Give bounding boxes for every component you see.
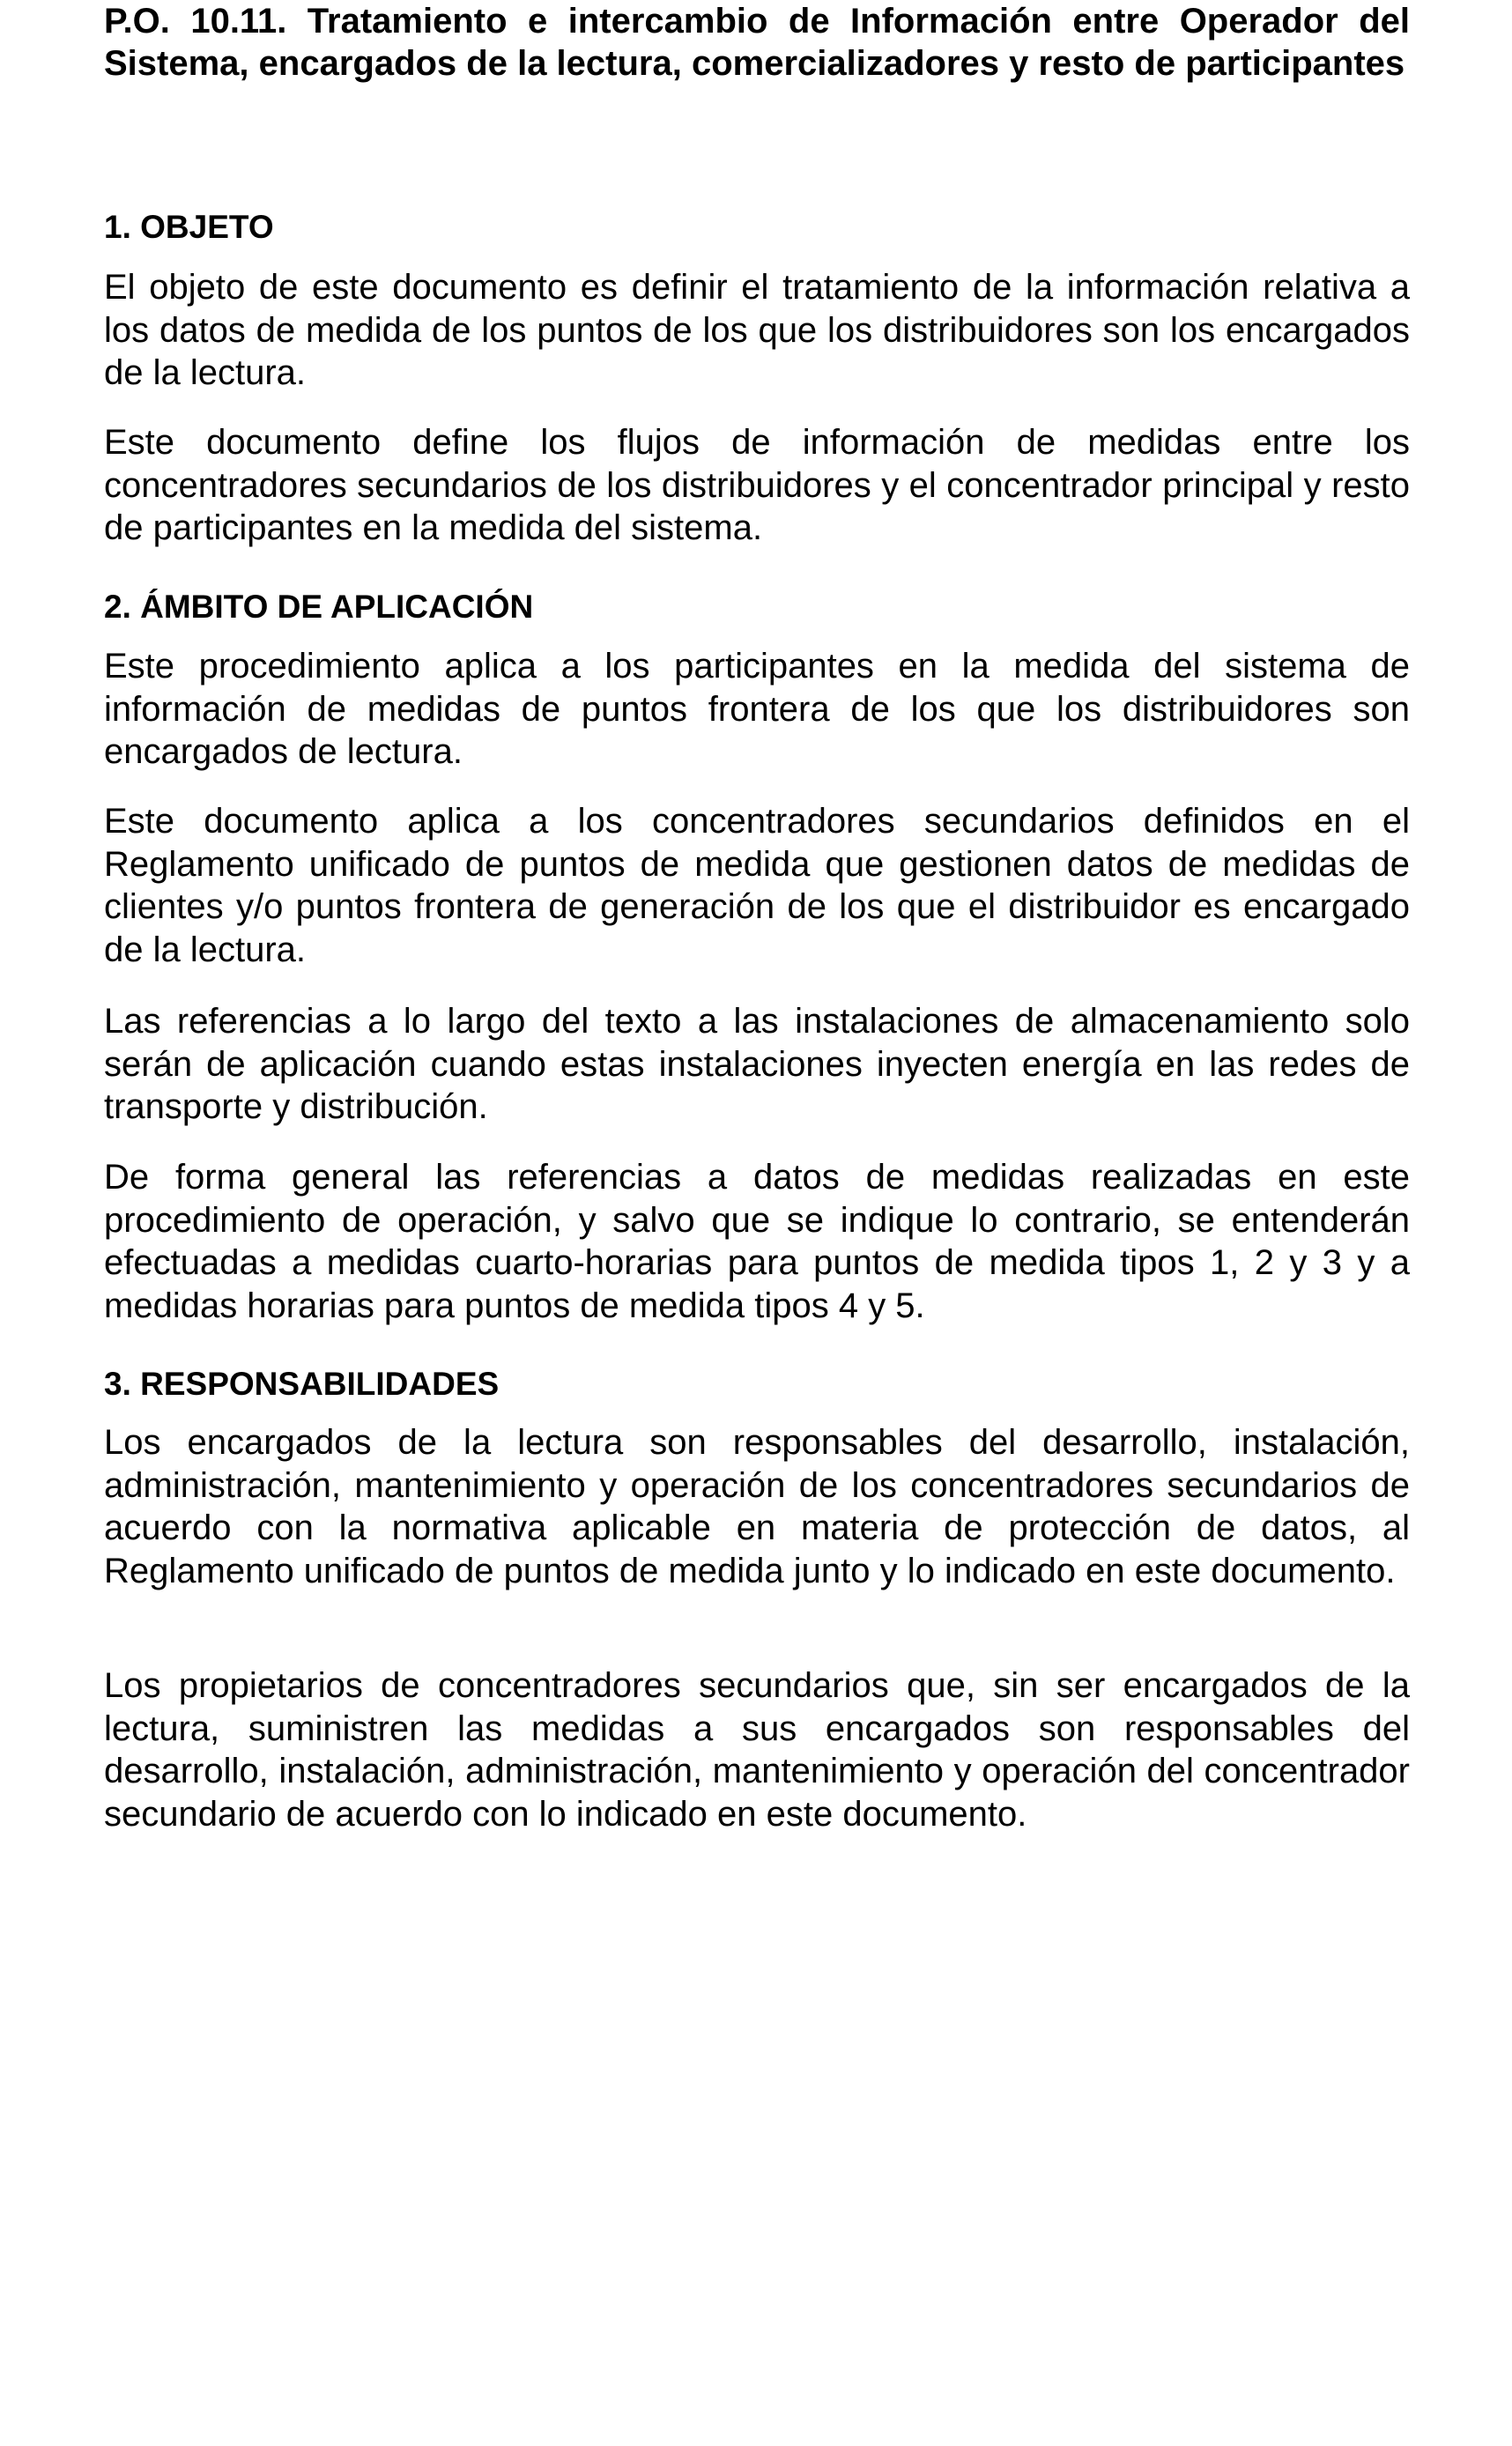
paragraph-responsabilidades-1: Los encargados de la lectura son responsables del desarrollo, instalación, administración, mantenimiento y operación de los concentradores secundarios de acuerdo con la normativa aplicable en materia de protección de datos, al Reglamento unificado de puntos de medida junto y lo indicado en este documento. xyxy=(104,1423,1410,1590)
paragraph-ambito-3: Las referencias a lo largo del texto a las instalaciones de almacenamiento solo serán de aplicación cuando estas instalaciones inyecten energía en las redes de transporte y distribución. xyxy=(104,1002,1410,1126)
paragraph-ambito-2: Este documento aplica a los concentradores secundarios definidos en el Reglamento unificado de puntos de medida que gestionen datos de medidas de clientes y/o puntos frontera de generación de los que el distribuidor es encargado de la lectura. xyxy=(104,802,1410,969)
paragraph-ambito-1: Este procedimiento aplica a los participantes en la medida del sistema de información de medidas de puntos frontera de los que los distribuidores son encargados de lectura. xyxy=(104,647,1410,771)
paragraph-objeto-2: Este documento define los flujos de información de medidas entre los concentradores secundarios de los distribuidores y el concentrador principal y resto de participantes en la medida del sistema. xyxy=(104,423,1410,547)
document-title: P.O. 10.11. Tratamiento e intercambio de Información entre Operador del Sistema, encargados de la lectura, comercializadores y resto de participantes xyxy=(104,2,1410,83)
section-heading-responsabilidades: 3. RESPONSABILIDADES xyxy=(104,1366,500,1402)
section-heading-ambito: 2. ÁMBITO DE APLICACIÓN xyxy=(104,589,534,625)
paragraph-responsabilidades-2: Los propietarios de concentradores secundarios que, sin ser encargados de la lectura, suministren las medidas a sus encargados son responsables del desarrollo, instalación, administración, mantenimiento y operación del concentrador secundario de acuerdo con lo indicado en este documento. xyxy=(104,1666,1410,1834)
paragraph-objeto-1: El objeto de este documento es definir el tratamiento de la información relativa a los datos de medida de los puntos de los que los distribuidores son los encargados de la lectura. xyxy=(104,268,1410,392)
paragraph-ambito-4: De forma general las referencias a datos de medidas realizadas en este procedimiento de operación, y salvo que se indique lo contrario, se entenderán efectuadas a medidas cuarto-horarias para puntos de medida tipos 1, 2 y 3 y a medidas horarias para puntos de medida tipos 4 y 5. xyxy=(104,1158,1410,1325)
section-heading-objeto: 1. OBJETO xyxy=(104,209,274,245)
